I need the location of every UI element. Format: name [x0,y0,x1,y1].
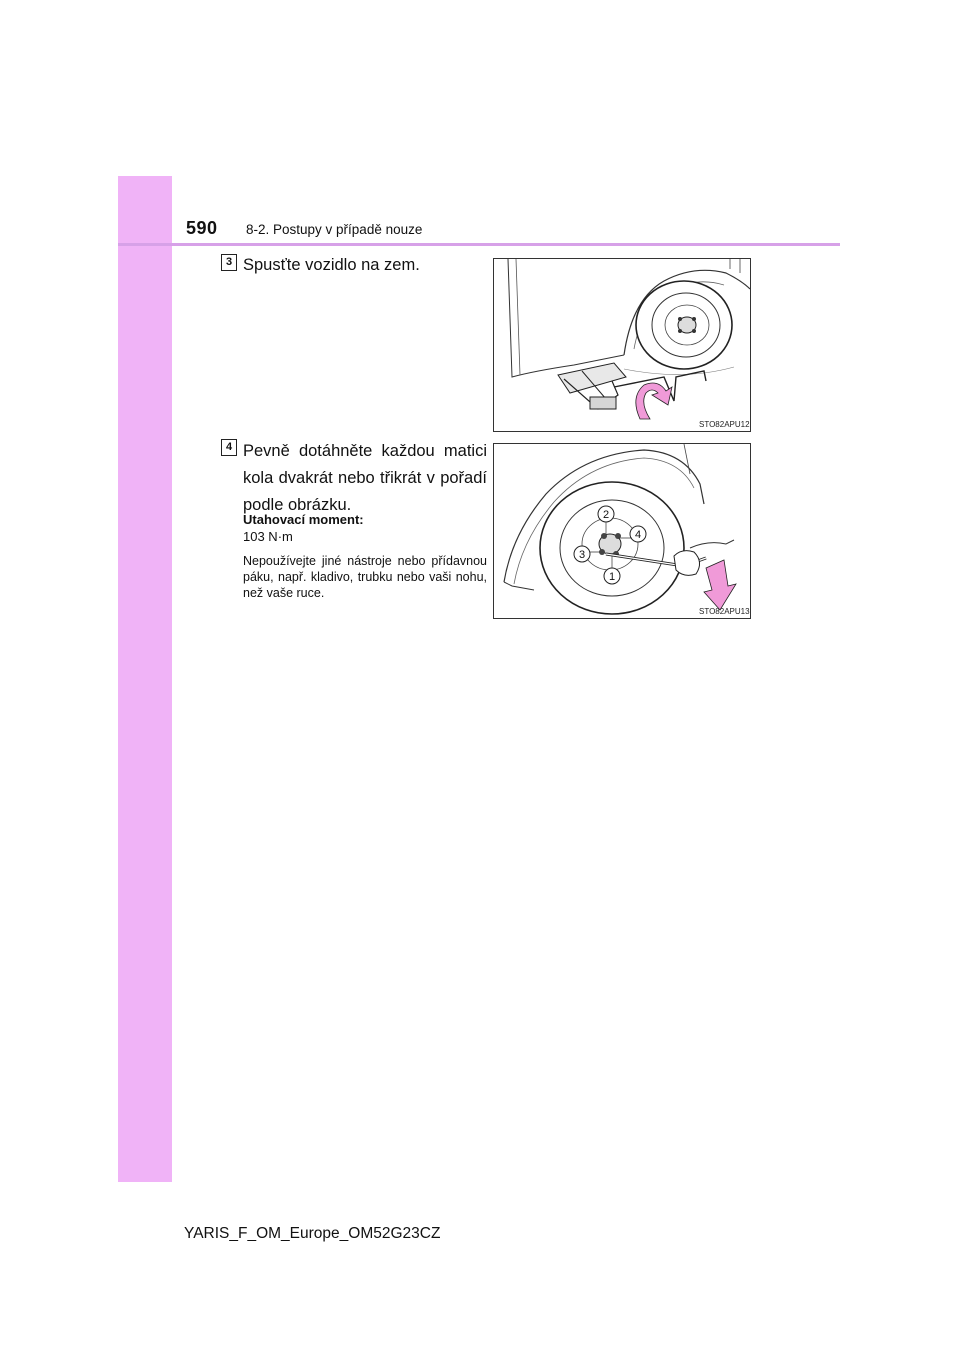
figure-code-1: STO82APU12 [699,420,750,429]
figure-lower-vehicle [493,258,751,432]
lower-vehicle-illustration [494,259,750,431]
callout-2: 2 [602,509,610,521]
header-divider [118,243,840,246]
figure-tighten-nuts [493,443,751,619]
side-tab [118,176,172,1182]
callout-3: 3 [578,549,586,561]
page-number: 590 [186,218,218,238]
torque-value: 103 N·m [243,529,293,544]
tighten-nuts-illustration [494,444,750,618]
step-3-text: Spusťte vozidlo na zem. [243,256,420,274]
step-number-3: 3 [221,254,237,271]
step-number-4: 4 [221,439,237,456]
document-id: YARIS_F_OM_Europe_OM52G23CZ [184,1225,441,1242]
callout-4: 4 [634,529,642,541]
tool-warning-note: Nepoužívejte jiné nástroje nebo přídavnou páku, např. kladivo, trubku nebo vaši nohu, než vaše ruce. [243,554,487,600]
torque-label: Utahovací moment: [243,512,364,527]
section-title: 8-2. Postupy v případě nouze [246,222,423,237]
callout-1: 1 [608,571,616,583]
figure-code-2: STO82APU13 [699,607,750,616]
step-4-text: Pevně dotáhněte každou matici kola dvakrát nebo třikrát v pořadí podle obrázku. [243,442,487,514]
